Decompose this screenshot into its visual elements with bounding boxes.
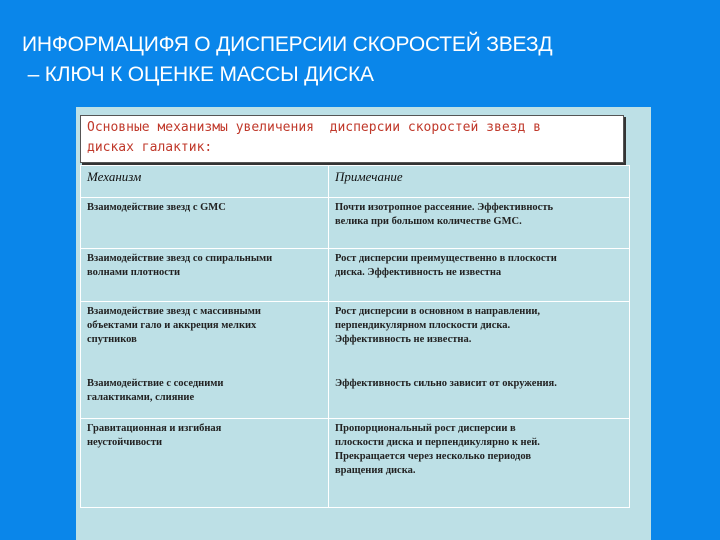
mechanism-cell	[81, 419, 329, 508]
table-row	[81, 419, 630, 508]
note-cell	[329, 302, 630, 419]
cell-line: волнами плотности	[87, 267, 181, 278]
cell-line: спутников	[87, 334, 137, 345]
note-cell	[329, 249, 630, 302]
table-caption-line-2: дисках галактик:	[87, 140, 213, 155]
table-row	[81, 198, 630, 249]
mechanisms-table	[80, 165, 630, 508]
cell-line: Взаимодействие звезд с массивными	[87, 306, 261, 317]
cell-line: Рост дисперсии преимущественно в плоскости	[335, 253, 557, 264]
table-row	[81, 302, 630, 419]
note-cell	[329, 198, 630, 249]
mechanism-cell	[81, 302, 329, 419]
cell-line: плоскости диска и перпендикулярно к ней.	[335, 437, 540, 448]
slide-title-line-1: ИНФОРМАЦИФЯ О ДИСПЕРСИИ СКОРОСТЕЙ ЗВЕЗД	[22, 33, 553, 56]
cell-line: Рост дисперсии в основном в направлении,	[335, 306, 541, 317]
cell-line: Эффективность не известна.	[335, 334, 472, 345]
cell-line: Взаимодействие звезд с GMC	[87, 202, 226, 213]
mechanism-cell	[81, 249, 329, 302]
cell-line: Гравитационная и изгибная	[87, 423, 222, 434]
slide-title	[22, 30, 552, 90]
cell-line: объектами гало и аккреция мелких	[87, 320, 257, 331]
cell-line: Эффективность сильно зависит от окружения.	[335, 378, 557, 389]
mechanism-cell	[81, 198, 329, 249]
cell-line: диска. Эффективность не известна	[335, 267, 502, 278]
cell-line: Прекращается через несколько периодов	[335, 451, 532, 462]
table-row	[81, 249, 630, 302]
cell-line: Взаимодействие с соседними	[87, 378, 224, 389]
table-panel	[76, 107, 651, 540]
slide-title-line-2: – КЛЮЧ К ОЦЕНКЕ МАССЫ ДИСКА	[22, 63, 374, 86]
cell-line: Взаимодействие звезд со спиральными	[87, 253, 273, 264]
note-cell	[329, 419, 630, 508]
cell-line: Пропорциональный рост дисперсии в	[335, 423, 516, 434]
table-caption	[80, 115, 624, 163]
table-caption-line-1: Основные механизмы увеличения дисперсии скоростей звезд в	[87, 120, 541, 135]
cell-line: неустойчивости	[87, 437, 163, 448]
table-header-row	[81, 166, 630, 198]
header-note: Примечание	[329, 166, 630, 198]
header-mechanism: Механизм	[81, 166, 329, 198]
cell-line: перпендикулярном плоскости диска.	[335, 320, 511, 331]
cell-line: вращения диска.	[335, 465, 416, 476]
cell-line: Почти изотропное рассеяние. Эффективность	[335, 202, 554, 213]
cell-line: велика при большом количестве GMC.	[335, 216, 522, 227]
cell-line: галактиками, слияние	[87, 392, 195, 403]
